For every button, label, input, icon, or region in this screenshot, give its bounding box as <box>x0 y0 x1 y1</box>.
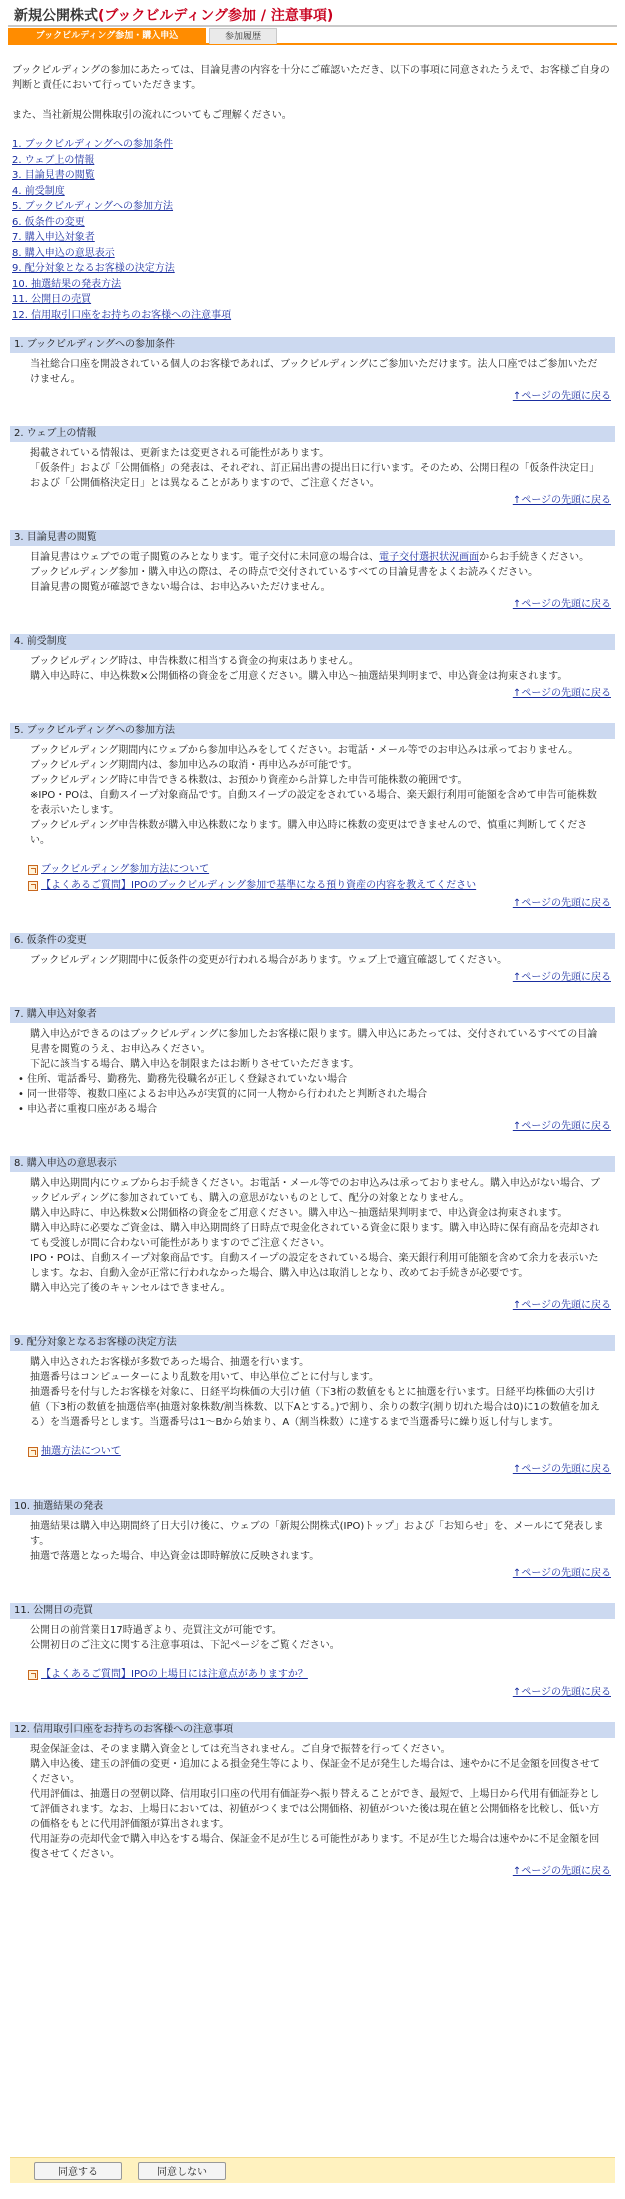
back-to-top <box>10 896 615 911</box>
related-links <box>28 862 605 894</box>
toc-link-6[interactable]: 6. 仮条件の変更 <box>12 216 85 228</box>
section-text-part: からお手続きください。 <box>479 552 590 563</box>
section-text: 代用証券の売却代金で購入申込をする場合、保証金不足が生じる可能性があります。不足が生じた場合は速やかに不足金額を回復させてください。 <box>30 1834 600 1860</box>
participation-method-link[interactable]: ブックビルディング参加方法について <box>41 864 210 875</box>
section-text: 公開初日のご注文に関する注意事項は、下記ページをご覧ください。 <box>30 1640 340 1651</box>
section-text: ブックビルディング申告株数が購入申込株数になります。購入申込時に株数の変更はできませんので、慎重に判断してください。 <box>30 820 588 846</box>
page-title-sub: (ブックビルディング参加 / 注意事項) <box>98 8 334 24</box>
toc-item <box>12 246 613 262</box>
toc-link-10[interactable]: 10. 抽選結果の発表方法 <box>12 278 122 290</box>
related-link-row <box>28 1667 605 1683</box>
back-to-top-link[interactable]: ↑ページの先頭に戻る <box>512 688 611 699</box>
section-10 <box>10 1499 615 1581</box>
intro <box>12 63 613 123</box>
section-title: 10. 抽選結果の発表 <box>10 1499 615 1515</box>
external-link-icon <box>28 881 38 891</box>
toc-item <box>12 292 613 308</box>
agreement-bar <box>10 2157 615 2183</box>
section-body <box>10 442 615 491</box>
section-title: 2. ウェブ上の情報 <box>10 426 615 442</box>
section-7 <box>10 1007 615 1134</box>
toc-item <box>12 308 613 324</box>
toc-link-2[interactable]: 2. ウェブ上の情報 <box>12 154 95 166</box>
section-body <box>10 1351 615 1460</box>
back-to-top <box>10 686 615 701</box>
section-text: 「仮条件」および「公開価格」の発表は、それぞれ、訂正届出書の提出日に行います。そのため、公開日程の「仮条件決定日」および「公開価格決定日」とは異なることがありますので、ご注意ください。 <box>30 463 600 489</box>
section-text: 購入申込完了後のキャンセルはできません。 <box>30 1283 231 1294</box>
section-12 <box>10 1722 615 1879</box>
section-title: 6. 仮条件の変更 <box>10 933 615 949</box>
back-to-top <box>10 1566 615 1581</box>
back-to-top-link[interactable]: ↑ページの先頭に戻る <box>512 1464 611 1475</box>
back-to-top <box>10 970 615 985</box>
related-links <box>28 1444 605 1460</box>
back-to-top-link[interactable]: ↑ページの先頭に戻る <box>512 972 611 983</box>
section-title: 7. 購入申込対象者 <box>10 1007 615 1023</box>
section-text: ※IPO・POは、自動スイープ対象商品です。自動スイープの設定をされている場合、楽天銀行利用可能額を含めて申告可能株数を表示いたします。 <box>30 790 597 816</box>
intro-text-2: また、当社新規公開株取引の流れについてもご理解ください。 <box>12 110 292 121</box>
section-text: 掲載されている情報は、更新または変更される可能性があります。 <box>30 448 330 459</box>
back-to-top-link[interactable]: ↑ページの先頭に戻る <box>512 495 611 506</box>
back-to-top <box>10 493 615 508</box>
section-text: 購入申込されたお客様が多数であった場合、抽選を行います。 <box>30 1357 310 1368</box>
section-title: 11. 公開日の売買 <box>10 1603 615 1619</box>
agree-button[interactable]: 同意する <box>34 2162 122 2180</box>
section-body <box>10 1172 615 1296</box>
toc-link-3[interactable]: 3. 目論見書の閲覧 <box>12 170 95 181</box>
back-to-top <box>10 1685 615 1700</box>
section-title: 4. 前受制度 <box>10 634 615 650</box>
section-title: 12. 信用取引口座をお持ちのお客様への注意事項 <box>10 1722 615 1738</box>
section-text: 目論見書の閲覧が確認できない場合は、お申込みいただけません。 <box>30 582 331 593</box>
section-text: 公開日の前営業日17時過ぎより、売買注文が可能です。 <box>30 1625 282 1636</box>
section-text: 購入申込後、建玉の評価の変更・追加による損金発生等により、保証金不足が発生した場合は、速やかに不足金額を回復させてください。 <box>30 1759 600 1785</box>
section-text: 当社総合口座を開設されている個人のお客様であれば、ブックビルディングにご参加いただけます。法人口座ではご参加いただけません。 <box>30 359 598 385</box>
section-9 <box>10 1335 615 1477</box>
section-1 <box>10 337 615 404</box>
toc-link-7[interactable]: 7. 購入申込対象者 <box>12 232 95 243</box>
toc-link-12[interactable]: 12. 信用取引口座をお持ちのお客様への注意事項 <box>12 309 232 321</box>
section-body <box>10 650 615 684</box>
section-6 <box>10 933 615 985</box>
back-to-top <box>10 1298 615 1313</box>
section-text: ブックビルディング時に申告できる株数は、お預かり資産から計算した申告可能株数の範囲です。 <box>30 775 468 786</box>
section-8 <box>10 1156 615 1313</box>
section-4 <box>10 634 615 701</box>
toc-item <box>12 261 613 277</box>
related-link-row <box>28 1444 605 1460</box>
section-text: 抽選番号を付与したお客様を対象に、日経平均株価の大引け値（下3桁の数値をもとに抽選を行います。日経平均株価の大引け値（下3桁の数値を抽選倍率(抽選対象株数/割当株数、以下Aとする。)で割り、余りの数字(割り切れた場合は0)に1の数値を加える）を当選番号とします。当選番号は1～Bから始まり、A（割当株数）に達するまで当選番号に繰り返し付与します。 <box>30 1387 600 1428</box>
electronic-delivery-link[interactable]: 電子交付選択状況画面 <box>379 552 480 563</box>
section-text: ブックビルディング時は、申告株数に相当する資金の拘束はありません。 <box>30 656 359 667</box>
external-link-icon <box>28 1670 38 1680</box>
toc-item <box>12 199 613 215</box>
toc-item <box>12 137 613 153</box>
toc-link-9[interactable]: 9. 配分対象となるお客様の決定方法 <box>12 263 175 274</box>
back-to-top-link[interactable]: ↑ページの先頭に戻る <box>512 1687 611 1698</box>
section-text: ブックビルディング期間内にウェブから参加申込みをしてください。お電話・メール等でのお申込みは承っておりません。 <box>30 745 579 756</box>
section-3 <box>10 530 615 612</box>
section-text <box>30 550 605 565</box>
section-title: 1. ブックビルディングへの参加条件 <box>10 337 615 353</box>
lottery-method-link[interactable]: 抽選方法について <box>41 1446 121 1457</box>
disagree-button[interactable]: 同意しない <box>138 2162 226 2180</box>
table-of-contents <box>12 137 613 323</box>
restriction-list <box>18 1072 605 1117</box>
section-body <box>10 1738 615 1862</box>
section-body <box>10 949 615 968</box>
external-link-icon <box>28 1447 38 1457</box>
back-to-top-link[interactable]: ↑ページの先頭に戻る <box>512 1568 611 1579</box>
section-body <box>10 1023 615 1117</box>
list-item: • 同一世帯等、複数口座によるお申込みが実質的に同一人物から行われたと判断された場合 <box>18 1087 605 1102</box>
section-title: 8. 購入申込の意思表示 <box>10 1156 615 1172</box>
back-to-top-link[interactable]: ↑ページの先頭に戻る <box>512 1866 611 1877</box>
section-body <box>10 739 615 894</box>
section-text: 代用評価は、抽選日の翌朝以降、信用取引口座の代用有価証券へ振り替えることができ、最短で、上場日から代用有価証券として評価されます。なお、上場日においては、初値がつくまでは公開価格、初値がついた後は現在値と公開価格を比較し、低い方の価格をもとに代用評価額が算出されます。 <box>30 1789 600 1830</box>
section-body <box>10 353 615 387</box>
toc-link-8[interactable]: 8. 購入申込の意思表示 <box>12 247 115 259</box>
toc-link-4[interactable]: 4. 前受制度 <box>12 185 65 197</box>
toc-item <box>12 277 613 293</box>
back-to-top <box>10 389 615 404</box>
list-item: • 申込者に重複口座がある場合 <box>18 1102 605 1117</box>
section-title: 9. 配分対象となるお客様の決定方法 <box>10 1335 615 1351</box>
section-2 <box>10 426 615 508</box>
toc-item <box>12 230 613 246</box>
back-to-top-link[interactable]: ↑ページの先頭に戻る <box>512 599 611 610</box>
section-11 <box>10 1603 615 1700</box>
toc-link-11[interactable]: 11. 公開日の売買 <box>12 294 92 305</box>
section-text: 抽選番号はコンピューターにより乱数を用いて、申込単位ごとに付与します。 <box>30 1372 379 1383</box>
section-text: 購入申込期間内にウェブからお手続きください。お電話・メール等でのお申込みは承っておりません。購入申込がない場合、ブックビルディングに参加されていても、購入の意思がないものとして、配分の対象となりません。 <box>30 1178 600 1204</box>
back-to-top <box>10 1864 615 1879</box>
section-title: 5. ブックビルディングへの参加方法 <box>10 723 615 739</box>
toc-item <box>12 168 613 184</box>
back-to-top-link[interactable]: ↑ページの先頭に戻る <box>512 1121 611 1132</box>
tab-bookbuilding[interactable]: ブックビルディング参加・購入申込 <box>8 28 206 44</box>
section-text: 抽選で落選となった場合、申込資金は即時解放に反映されます。 <box>30 1551 320 1562</box>
section-text: 購入申込時に、申込株数×公開価格の資金をご用意ください。購入申込～抽選結果判明まで、申込資金は拘束されます。 <box>30 671 568 682</box>
back-to-top <box>10 597 615 612</box>
related-link-row <box>28 878 605 894</box>
section-text-part: 目論見書はウェブでの電子閲覧のみとなります。電子交付に未同意の場合は、 <box>30 552 380 563</box>
section-text: ブックビルディング期間内は、参加申込みの取消・再申込みが可能です。 <box>30 760 358 771</box>
section-text: 購入申込ができるのはブックビルディングに参加したお客様に限ります。購入申込にあたっては、交付されているすべての目論見書を閲覧のうえ、お申込みください。 <box>30 1029 598 1055</box>
related-link-row <box>28 862 605 878</box>
intro-text: ブックビルディングの参加にあたっては、目論見書の内容を十分にご確認いただき、以下の事項に同意されたうえで、お客様ご自身の判断と責任において行っていただきます。 <box>12 65 610 91</box>
section-text: 購入申込時に必要なご資金は、購入申込期間終了日時点で現金化されている資金に限ります。購入申込時に保有商品を売却されても受渡しが間に合わない可能性がありますのでご注意ください。 <box>30 1223 600 1249</box>
section-text: 下記に該当する場合、購入申込を制限またはお断りさせていただきます。 <box>30 1059 360 1070</box>
back-to-top <box>10 1462 615 1477</box>
toc-item <box>12 153 613 169</box>
page-title <box>8 5 617 27</box>
toc-item <box>12 215 613 231</box>
section-text: IPO・POは、自動スイープ対象商品です。自動スイープの設定をされている場合、楽天銀行利用可能額を含めて余力を表示いたします。なお、自動入金が正常に行われなかった場合、購入申込は取消しとなり、改めてお手続きが必要です。 <box>30 1253 599 1279</box>
back-to-top-link[interactable]: ↑ページの先頭に戻る <box>512 1300 611 1311</box>
toc-link-1[interactable]: 1. ブックビルディングへの参加条件 <box>12 139 174 150</box>
tab-bar <box>8 28 617 45</box>
back-to-top-link[interactable]: ↑ページの先頭に戻る <box>512 391 611 402</box>
section-title: 3. 目論見書の閲覧 <box>10 530 615 546</box>
toc-link-5[interactable]: 5. ブックビルディングへの参加方法 <box>12 201 174 212</box>
section-body <box>10 1515 615 1564</box>
list-item: • 住所、電話番号、勤務先、勤務先役職名が正しく登録されていない場合 <box>18 1072 605 1087</box>
section-text: 購入申込時に、申込株数×公開価格の資金をご用意ください。購入申込～抽選結果判明まで、申込資金は拘束されます。 <box>30 1208 568 1219</box>
back-to-top-link[interactable]: ↑ページの先頭に戻る <box>512 898 611 909</box>
related-links <box>28 1667 605 1683</box>
section-text: 抽選結果は購入申込期間終了日大引け後に、ウェブの「新規公開株式(IPO)トップ」および「お知らせ」を、メールにて発表します。 <box>30 1521 604 1547</box>
section-text: ブックビルディング参加・購入申込の際は、その時点で交付されているすべての目論見書をよくお読みください。 <box>30 567 539 578</box>
faq-assets-link[interactable]: 【よくあるご質問】IPOのブックビルディング参加で基準になる預り資産の内容を教えてください <box>41 880 477 891</box>
section-text: ブックビルディング期間中に仮条件の変更が行われる場合があります。ウェブ上で適宜確認してください。 <box>30 955 508 966</box>
faq-listing-day-link[interactable]: 【よくあるご質問】IPOの上場日には注意点がありますか？ <box>41 1669 308 1680</box>
page-title-main: 新規公開株式 <box>14 8 98 24</box>
tab-history[interactable]: 参加履歴 <box>209 28 277 44</box>
section-text: 現金保証金は、そのまま購入資金としては充当されません。ご自身で振替を行ってください。 <box>30 1744 451 1755</box>
back-to-top <box>10 1119 615 1134</box>
section-body <box>10 1619 615 1683</box>
external-link-icon <box>28 865 38 875</box>
section-body <box>10 546 615 595</box>
section-5 <box>10 723 615 911</box>
toc-item <box>12 184 613 200</box>
